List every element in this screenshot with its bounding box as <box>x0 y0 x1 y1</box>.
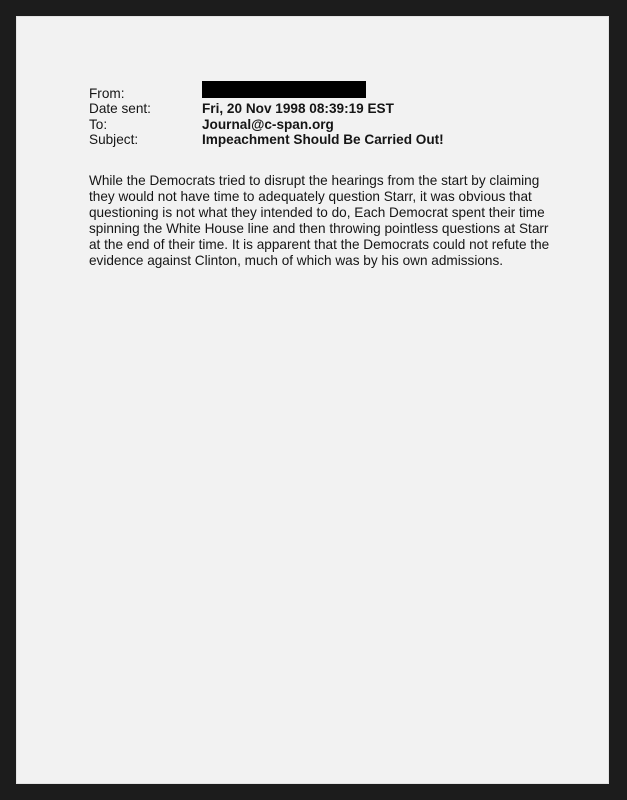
from-value <box>202 86 366 101</box>
subject-row <box>89 132 549 147</box>
redaction-block <box>202 81 366 98</box>
date-label: Date sent: <box>89 101 151 117</box>
subject-label: Subject: <box>89 132 139 148</box>
to-value: Journal@c-span.org <box>202 116 334 132</box>
from-label: From: <box>89 86 125 101</box>
subject-value: Impeachment Should Be Carried Out! <box>202 132 444 148</box>
email-body: While the Democrats tried to disrupt the hearings from the start by claiming they would not have time to adequately question Starr, it was obvious that questioning is not what they intended to do, Each Democrat spent their time spinning the White House line and then throwing pointless questions at Starr at the end of their time. It is apparent that the Democrats could not refute the evidence against Clinton, much of which was by his own admissions. <box>89 173 550 269</box>
email-header <box>89 86 549 148</box>
from-row <box>89 86 549 101</box>
to-label: To: <box>89 116 108 132</box>
date-row <box>89 101 549 116</box>
document-page <box>16 16 609 784</box>
to-row <box>89 117 549 132</box>
date-value: Fri, 20 Nov 1998 08:39:19 EST <box>202 101 394 117</box>
